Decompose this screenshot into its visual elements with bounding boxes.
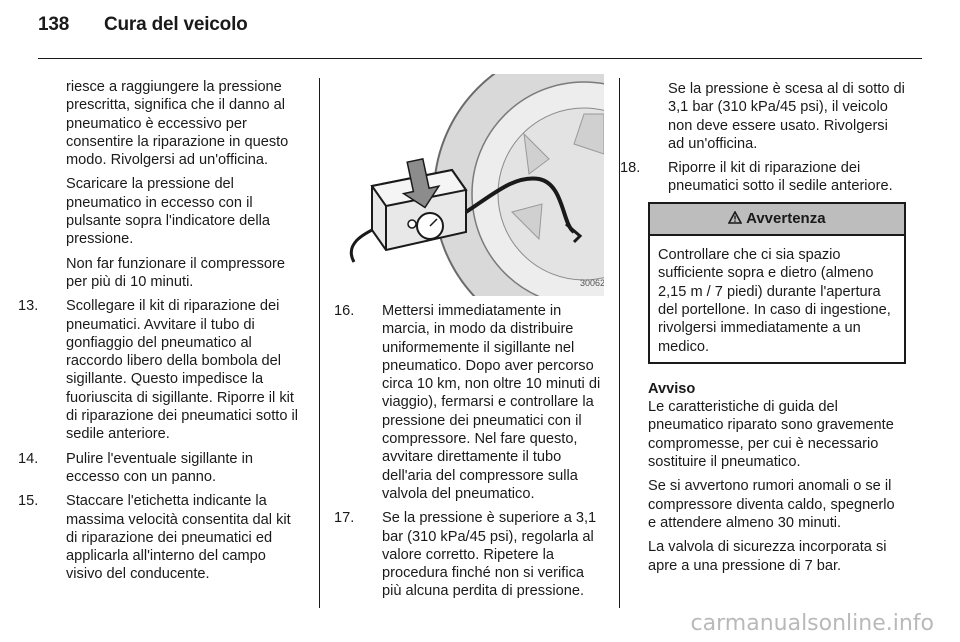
watermark: carmanualsonline.info: [690, 611, 934, 636]
continued-paragraph-pressure: Se la pressione è scesa al di sotto di 3,1 bar (310 kPa/45 psi), il veicolo non deve essere usato. Rivolgersi ad un'officina.: [668, 81, 905, 152]
header-rule: [38, 58, 922, 59]
page-title: Cura del veicolo: [104, 14, 248, 35]
paragraph-release-pressure: Scaricare la pressione del pneumatico in eccesso con il pulsante sopra l'indicatore della pressione.: [66, 176, 270, 248]
warning-title: Avvertenza: [746, 209, 826, 227]
warning-header: [650, 204, 904, 236]
step-13: [18, 297, 304, 443]
step-number: 18.: [620, 160, 641, 177]
page-header: [38, 14, 248, 36]
notice-paragraph-3: La valvola di sicurezza incorporata si apre a una pressione di 7 bar.: [648, 539, 887, 574]
notice-section: [648, 380, 906, 575]
column-middle: [334, 302, 604, 607]
step-number: 16.: [334, 303, 355, 319]
column-left: [18, 78, 304, 590]
warning-body: Controllare che ci sia spazio sufficiente sopra e dietro (almeno 2,15 m / 7 piedi) durante l'apertura del portellone. In caso di ingestione, rivolgersi immediatamente a un medico.: [658, 247, 891, 355]
step-text: Scollegare il kit di riparazione dei pneumatici. Avvitare il tubo di gonfiaggio del pneumatico al raccordo libero della bombola del sigillante. Questo impedisce la fuoriuscita di sigillante. Riporre il kit di riparazione dei pneumatici sotto il sedile anteriore.: [66, 298, 299, 443]
column-divider-1: [319, 78, 320, 608]
step-14: [18, 450, 304, 487]
compressor-illustration: [334, 74, 604, 296]
page-number: 138: [38, 14, 70, 35]
step-18: [620, 159, 906, 196]
step-15: [18, 492, 304, 583]
warning-box: [648, 202, 906, 364]
step-number: 13.: [18, 298, 39, 315]
step-text: Riporre il kit di riparazione dei pneumatici sotto il sedile anteriore.: [668, 160, 893, 195]
figure-code: 30062: [580, 278, 604, 288]
step-text: Staccare l'etichetta indicante la massima velocità consentita dal kit di riparazione dei pneumatici ed applicarla all'interno del campo visivo del conducente.: [66, 493, 291, 583]
compressor-tyre-drawing: [334, 74, 604, 296]
column-right: [620, 80, 906, 581]
step-17: [334, 509, 604, 600]
warning-triangle-icon: [728, 210, 746, 227]
step-number: 17.: [334, 510, 355, 527]
step-number: 14.: [18, 450, 39, 467]
step-text: Pulire l'eventuale sigillante in eccesso con un panno.: [66, 450, 253, 485]
notice-paragraph-1: Le caratteristiche di guida del pneumatico riparato sono gravemente compromesse, per cui è necessario sostituire il pneumatico.: [648, 399, 894, 471]
step-text: Mettersi immediatamente in marcia, in modo da distribuire uniformemente il sigillante nel pneumatico. Dopo aver percorso circa 10 km, non oltre 10 minuti di viaggio), fermarsi e controllare la pressione dei pneumatici con il compressore. Nel fare questo, avvitare direttamente il tubo dell'aria del compressore sulla valvola del pneumatico.: [382, 303, 601, 502]
notice-title: Avviso: [648, 380, 696, 397]
continued-paragraph: riesce a raggiungere la pressione prescritta, significa che il danno al pneumatico è eccessivo per consentire la riparazione in questo modo. Rivolgersi ad un'officina.: [66, 79, 289, 169]
step-text: Se la pressione è superiore a 3,1 bar (310 kPa/45 psi), regolarla al valore corretto. Ripetere la procedura finché non si verifica più alcuna perdita di pressione.: [382, 510, 597, 600]
paragraph-compressor-limit: Non far funzionare il compressore per più di 10 minuti.: [66, 255, 286, 290]
notice-paragraph-2: Se si avvertono rumori anomali o se il compressore diventa caldo, spegnerlo e attendere almeno 30 minuti.: [648, 478, 895, 531]
step-16: [334, 302, 604, 503]
step-number: 15.: [18, 493, 39, 510]
